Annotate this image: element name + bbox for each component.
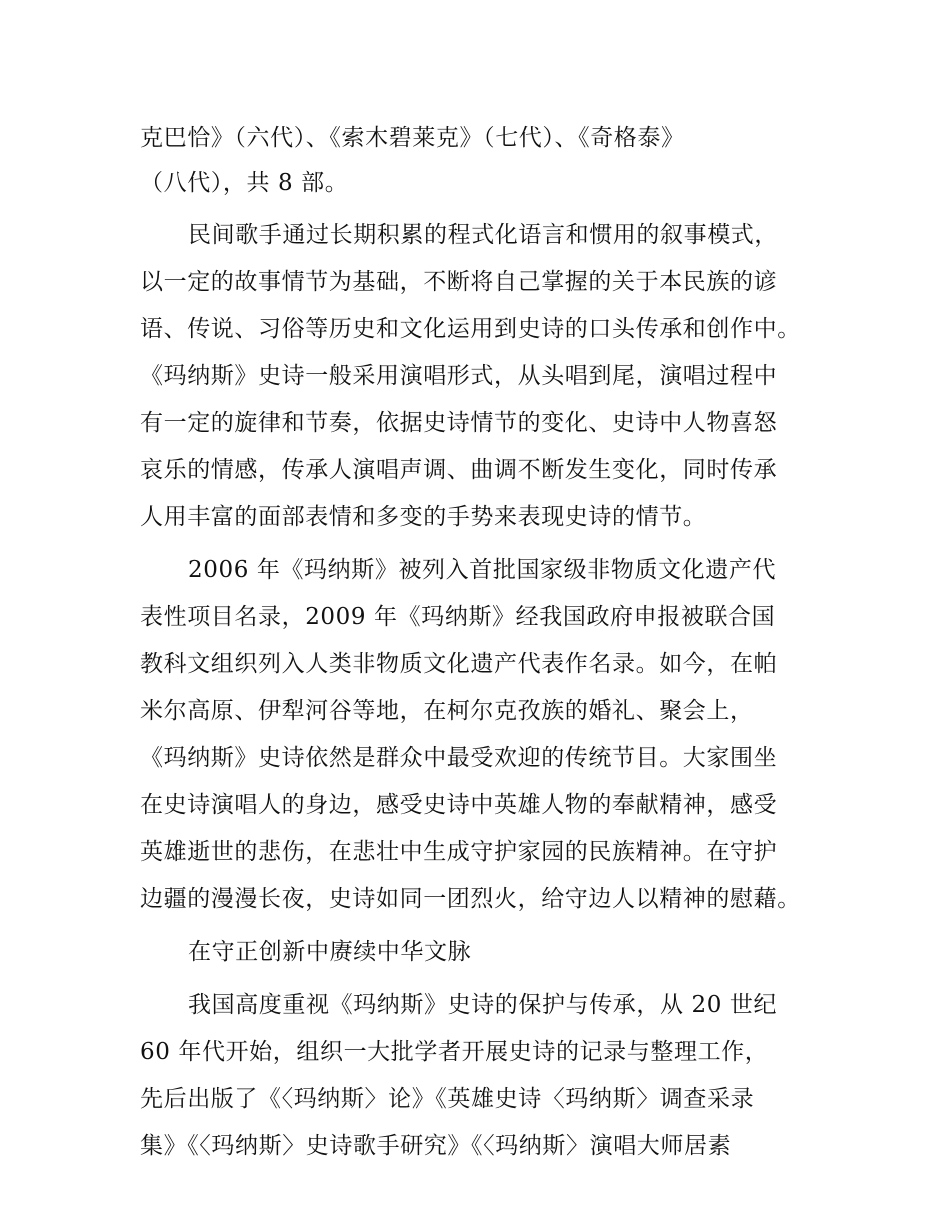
text-line-10: 2006 年《玛纳斯》被列入首批国家级非物质文化遗产代 bbox=[188, 557, 777, 583]
text-line-1: 克巴恰》（六代）、《索木碧莱克》（七代）、《奇格泰》 bbox=[140, 125, 685, 151]
text-line-15: 在史诗演唱人的身边，感受史诗中英雄人物的奉献精神，感受 bbox=[140, 792, 778, 818]
text-line-9: 人用丰富的面部表情和多变的手势来表现史诗的情节。 bbox=[140, 504, 707, 530]
text-line-17: 边疆的漫漫长夜，史诗如同一团烈火，给守边人以精神的慰藉。 bbox=[140, 886, 801, 912]
text-line-2: （八代），共 8 部。 bbox=[140, 170, 349, 196]
text-line-13: 米尔高原、伊犁河谷等地，在柯尔克孜族的婚礼、聚会上， bbox=[140, 698, 754, 724]
text-line-6: 《玛纳斯》史诗一般采用演唱形式，从头唱到尾，演唱过程中 bbox=[140, 363, 778, 389]
text-line-8: 哀乐的情感，传承人演唱声调、曲调不断发生变化，同时传承 bbox=[140, 457, 778, 483]
text-line-19: 我国高度重视《玛纳斯》史诗的保护与传承，从 20 世纪 bbox=[188, 992, 778, 1018]
text-line-4: 以一定的故事情节为基础，不断将自己掌握的关于本民族的谚 bbox=[140, 269, 778, 295]
text-line-7: 有一定的旋律和节奏，依据史诗情节的变化、史诗中人物喜怒 bbox=[140, 410, 778, 436]
text-line-5: 语、传说、习俗等历史和文化运用到史诗的口头传承和创作中。 bbox=[140, 316, 801, 342]
text-line-21: 先后出版了《〈玛纳斯〉论》《英雄史诗〈玛纳斯〉调查采录 bbox=[140, 1086, 755, 1112]
text-line-16: 英雄逝世的悲伤，在悲壮中生成守护家园的民族精神。在守护 bbox=[140, 839, 778, 865]
text-line-14: 《玛纳斯》史诗依然是群众中最受欢迎的传统节目。大家围坐 bbox=[140, 745, 778, 771]
section-heading: 在守正创新中赓续中华文脉 bbox=[188, 939, 472, 965]
text-line-12: 教科文组织列入人类非物质文化遗产代表作名录。如今，在帕 bbox=[140, 651, 778, 677]
text-line-3: 民间歌手通过长期积累的程式化语言和惯用的叙事模式， bbox=[188, 222, 778, 248]
text-line-11: 表性项目名录，2009 年《玛纳斯》经我国政府申报被联合国 bbox=[140, 604, 776, 630]
text-line-22: 集》《〈玛纳斯〉史诗歌手研究》《〈玛纳斯〉演唱大师居素 bbox=[140, 1133, 732, 1159]
text-line-20: 60 年代开始，组织一大批学者开展史诗的记录与整理工作， bbox=[140, 1039, 769, 1065]
